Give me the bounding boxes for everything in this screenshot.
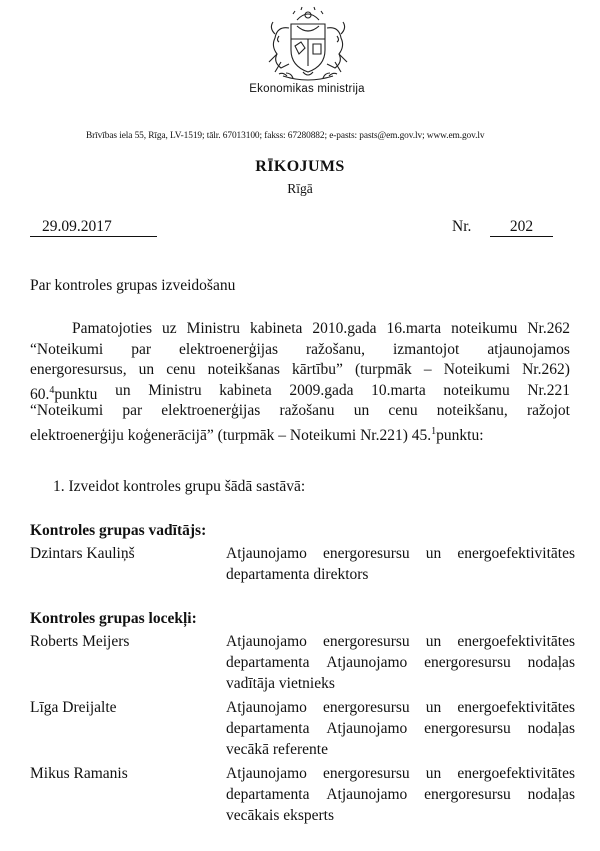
- member-name: Roberts Meijers: [30, 633, 130, 650]
- member-name: Līga Dreijalte: [30, 699, 117, 716]
- word: uz: [162, 320, 177, 337]
- position-line: [226, 718, 575, 739]
- word: ražojot: [526, 402, 570, 420]
- word: ražošanu: [279, 402, 335, 420]
- word: Atjaunojamo: [326, 786, 408, 803]
- position-line: [226, 697, 575, 718]
- word: Atjaunojamo: [226, 699, 307, 716]
- member-position: [226, 631, 575, 694]
- word: energoresursu: [424, 654, 511, 671]
- word: energoresursu: [424, 786, 511, 803]
- superscript: 1: [431, 425, 437, 437]
- word: nodaļas: [527, 654, 575, 671]
- leader-heading: Kontroles grupas vadītājs:: [30, 522, 207, 539]
- word: noteikšanas: [207, 361, 280, 379]
- word: un: [425, 765, 442, 782]
- word: departamenta: [226, 720, 310, 737]
- position-line: [226, 631, 575, 652]
- number-label: Nr.: [452, 218, 472, 235]
- member-position: [226, 763, 575, 826]
- word: departamenta: [226, 654, 310, 671]
- word: “Noteikumi: [30, 402, 104, 420]
- word: nodaļas: [527, 786, 575, 803]
- word: 10.marta: [371, 381, 426, 399]
- position-line: vecākā referente: [226, 741, 328, 758]
- word: Noteikumi: [443, 361, 511, 379]
- word: energoresursu: [323, 765, 410, 782]
- word: Atjaunojamo: [326, 720, 408, 737]
- word: 2010.gada: [312, 320, 377, 337]
- preamble-text: punktu:: [436, 427, 484, 445]
- word: Nr.221: [527, 381, 570, 399]
- word: 16.marta: [386, 320, 442, 337]
- word: Ministru: [186, 320, 240, 337]
- member-position: [226, 697, 575, 760]
- position-line: vecākais eksperts: [226, 807, 335, 824]
- word: noteikšanu,: [436, 402, 508, 420]
- word: kabineta: [249, 320, 303, 337]
- position-line: [226, 763, 575, 784]
- document-city: Rīgā: [287, 181, 313, 196]
- word: 60.$^4$punktu: [30, 384, 98, 403]
- word: “Noteikumi: [30, 340, 104, 358]
- document-number: 202: [490, 217, 553, 237]
- document-title: RĪKOJUMS: [255, 158, 345, 175]
- preamble-line: [30, 319, 570, 340]
- word: energoresursu: [323, 699, 410, 716]
- word: un: [425, 633, 442, 650]
- member-position: [226, 543, 575, 585]
- preamble-paragraph: [30, 319, 570, 443]
- position-line: vadītāja vietnieks: [226, 675, 335, 692]
- word: Pamatojoties: [72, 320, 153, 337]
- word: elektroenerģijas: [161, 402, 261, 420]
- word: cenu: [166, 361, 196, 379]
- word: (turpmāk: [354, 361, 412, 379]
- position-line: [226, 784, 575, 805]
- word: atjaunojamos: [487, 340, 570, 358]
- word: un: [138, 361, 155, 379]
- preamble-line: [30, 381, 570, 402]
- preamble-line: [30, 340, 570, 361]
- word: Atjaunojamo: [226, 633, 307, 650]
- word: 2009.gada: [289, 381, 354, 399]
- preamble-text: elektroenerģiju koģenerācijā” (turpmāk – Noteikumi Nr.221) 45.: [30, 427, 432, 445]
- word: par: [131, 340, 151, 358]
- word: energoefektivitātes: [457, 699, 575, 716]
- members-heading: Kontroles grupas locekļi:: [30, 610, 197, 627]
- word: energoresursus,: [30, 361, 127, 379]
- position-line: [226, 543, 575, 564]
- word: ražošanu,: [306, 340, 365, 358]
- preamble-line: [30, 360, 570, 381]
- word: un: [353, 402, 370, 420]
- word: cenu: [388, 402, 418, 420]
- word: energoefektivitātes: [457, 765, 575, 782]
- word: Atjaunojamo: [226, 545, 307, 562]
- word: departamenta: [226, 786, 310, 803]
- preamble-line: [30, 422, 570, 443]
- word: nodaļas: [527, 720, 575, 737]
- word: energoresursu: [424, 720, 511, 737]
- preamble-line: [30, 401, 570, 422]
- word: Ministru: [148, 381, 202, 399]
- word: izmantojot: [393, 340, 460, 358]
- word: par: [122, 402, 143, 420]
- member-name: Mikus Ramanis: [30, 765, 128, 782]
- word: kārtību”: [292, 361, 343, 379]
- word: un: [115, 381, 131, 399]
- document-date: 29.09.2017: [30, 217, 157, 237]
- position-line: [226, 652, 575, 673]
- word: noteikumu: [451, 320, 518, 337]
- word: energoresursu: [323, 633, 410, 650]
- word: elektroenerģijas: [179, 340, 278, 358]
- word: kabineta: [219, 381, 272, 399]
- word: energoresursu: [323, 545, 410, 562]
- member-name: Dzintars Kauliņš: [30, 545, 135, 562]
- ministry-name: Ekonomikas ministrija: [249, 83, 365, 95]
- list-item-1: 1. Izveidot kontroles grupu šādā sastāvā:: [53, 478, 306, 495]
- word: noteikumu: [443, 381, 510, 399]
- word: Nr.262: [527, 320, 570, 337]
- document-subject: Par kontroles grupas izveidošanu: [30, 277, 236, 294]
- word: energoefektivitātes: [457, 545, 575, 562]
- word: Atjaunojamo: [226, 765, 307, 782]
- word: un: [425, 545, 442, 562]
- word: Atjaunojamo: [326, 654, 408, 671]
- word: energoefektivitātes: [457, 633, 575, 650]
- coat-of-arms-icon: [253, 6, 363, 84]
- contact-line: Brīvības iela 55, Rīga, LV-1519; tālr. 67013100; fakss: 67280882; e-pasts: pasts@em.gov.lv; www.em.gov.lv: [86, 131, 485, 141]
- word: un: [425, 699, 442, 716]
- word: Nr.262): [522, 361, 570, 379]
- word: –: [423, 361, 432, 379]
- position-line: departamenta direktors: [226, 566, 369, 583]
